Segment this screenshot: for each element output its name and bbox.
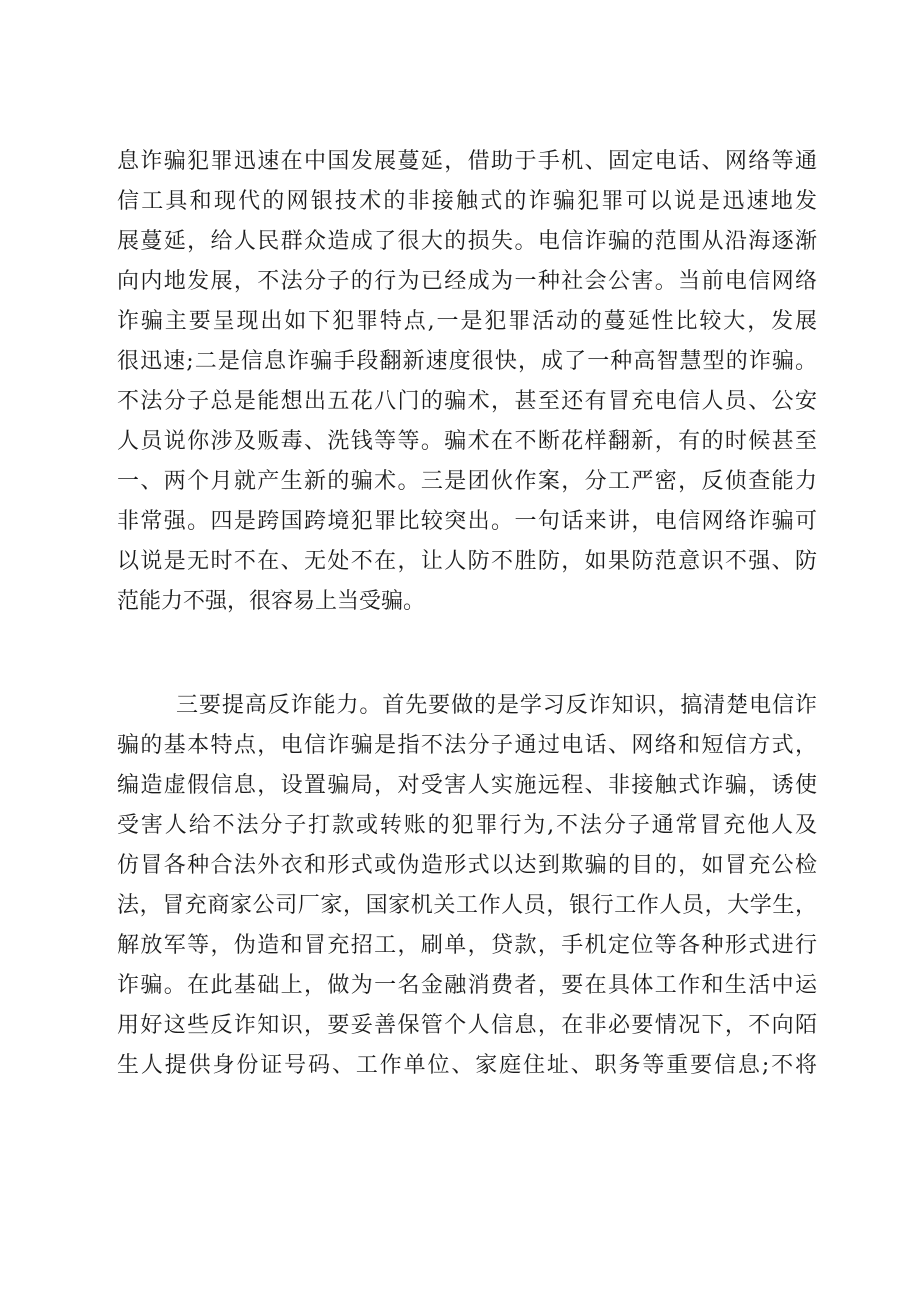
paragraph-1-line: 以说是无时不在、无处不在，让人防不胜防，如果防范意识不强、防: [117, 549, 817, 574]
paragraph-1-line: 很迅速;二是信息诈骗手段翻新速度很快，成了一种高智慧型的诈骗。: [117, 349, 817, 374]
paragraph-1: [117, 142, 817, 622]
paragraph-2-line: 受害人给不法分子打款或转账的犯罪行为,不法分子通常冒充他人及: [117, 813, 817, 838]
paragraph-2-line: 用好这些反诈知识，要妥善保管个人信息，在非必要情况下，不向陌: [117, 1013, 817, 1038]
paragraph-2-line: 法，冒充商家公司厂家，国家机关工作人员，银行工作人员，大学生，: [117, 893, 817, 918]
paragraph-1-line: 向内地发展，不法分子的行为已经成为一种社会公害。当前电信网络: [117, 269, 817, 294]
paragraph-2: [117, 686, 817, 1086]
paragraph-1-line: 不法分子总是能想出五花八门的骗术，甚至还有冒充电信人员、公安: [117, 389, 817, 414]
paragraph-2-line: 仿冒各种合法外衣和形式或伪造形式以达到欺骗的目的，如冒充公检: [117, 853, 817, 878]
paragraph-1-line: 一、两个月就产生新的骗术。三是团伙作案，分工严密，反侦查能力: [117, 469, 817, 494]
paragraph-1-line: 人员说你涉及贩毒、洗钱等等。骗术在不断花样翻新，有的时候甚至: [117, 429, 817, 454]
paragraph-2-line: 编造虚假信息，设置骗局，对受害人实施远程、非接触式诈骗，诱使: [117, 773, 817, 798]
paragraph-1-line: 范能力不强，很容易上当受骗。: [117, 589, 426, 614]
paragraph-2-line: 骗的基本特点，电信诈骗是指不法分子通过电话、网络和短信方式，: [117, 733, 817, 758]
paragraph-2-line: 解放军等，伪造和冒充招工，刷单，贷款，手机定位等各种形式进行: [117, 933, 817, 958]
paragraph-2-line: 诈骗。在此基础上，做为一名金融消费者，要在具体工作和生活中运: [117, 973, 817, 998]
paragraph-1-line: 非常强。四是跨国跨境犯罪比较突出。一句话来讲，电信网络诈骗可: [117, 509, 817, 534]
paragraph-1-line: 信工具和现代的网银技术的非接触式的诈骗犯罪可以说是迅速地发: [117, 189, 817, 214]
paragraph-2-line: 生人提供身份证号码、工作单位、家庭住址、职务等重要信息;不将: [117, 1053, 817, 1078]
paragraph-2-line: 三要提高反诈能力。首先要做的是学习反诈知识，搞清楚电信诈: [176, 693, 817, 718]
paragraph-1-line: 诈骗主要呈现出如下犯罪特点,一是犯罪活动的蔓延性比较大，发展: [117, 309, 817, 334]
paragraph-1-line: 息诈骗犯罪迅速在中国发展蔓延，借助于手机、固定电话、网络等通: [117, 149, 817, 174]
paragraph-1-line: 展蔓延，给人民群众造成了很大的损失。电信诈骗的范围从沿海逐渐: [117, 229, 817, 254]
